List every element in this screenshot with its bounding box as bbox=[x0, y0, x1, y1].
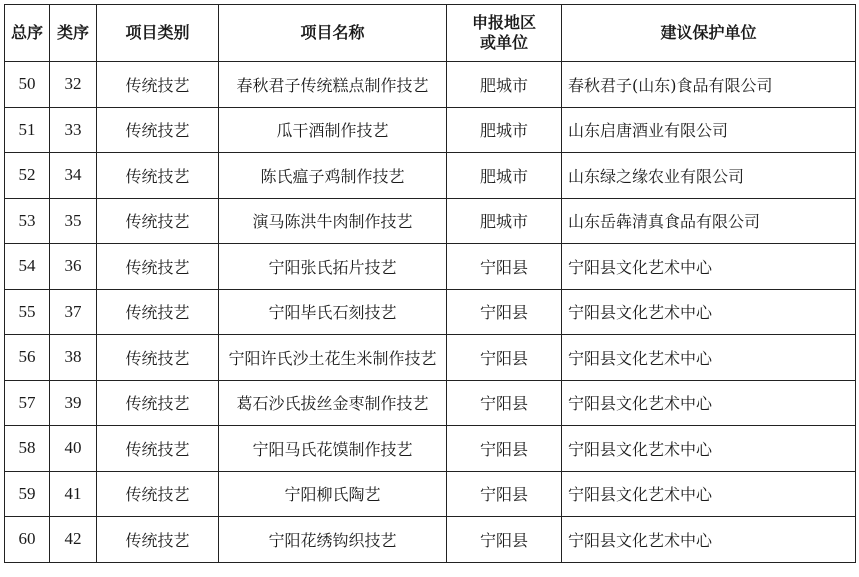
table-row bbox=[5, 198, 856, 244]
cell-name: 春秋君子传统糕点制作技艺 bbox=[219, 62, 447, 108]
cell-total-no: 58 bbox=[5, 426, 50, 472]
table-row bbox=[5, 62, 856, 108]
cell-name: 宁阳张氏拓片技艺 bbox=[219, 244, 447, 290]
cell-total-no: 55 bbox=[5, 289, 50, 335]
cell-cat-no: 42 bbox=[50, 517, 97, 563]
cell-total-no: 52 bbox=[5, 153, 50, 199]
cell-unit: 宁阳县文化艺术中心 bbox=[562, 289, 856, 335]
header-name: 项目名称 bbox=[219, 5, 447, 62]
cell-name: 宁阳马氏花馍制作技艺 bbox=[219, 426, 447, 472]
cell-cat-no: 40 bbox=[50, 426, 97, 472]
cell-category: 传统技艺 bbox=[97, 198, 219, 244]
cell-category: 传统技艺 bbox=[97, 289, 219, 335]
cell-cat-no: 37 bbox=[50, 289, 97, 335]
cell-cat-no: 34 bbox=[50, 153, 97, 199]
cell-unit: 宁阳县文化艺术中心 bbox=[562, 426, 856, 472]
cell-category: 传统技艺 bbox=[97, 517, 219, 563]
header-unit: 建议保护单位 bbox=[562, 5, 856, 62]
table-row bbox=[5, 153, 856, 199]
cell-region: 宁阳县 bbox=[447, 517, 562, 563]
cell-total-no: 57 bbox=[5, 380, 50, 426]
cell-cat-no: 33 bbox=[50, 107, 97, 153]
header-region-line1: 申报地区 bbox=[471, 13, 536, 32]
cell-total-no: 51 bbox=[5, 107, 50, 153]
cell-name: 演马陈洪牛肉制作技艺 bbox=[219, 198, 447, 244]
cell-region: 宁阳县 bbox=[447, 426, 562, 472]
table-row bbox=[5, 107, 856, 153]
cell-name: 陈氏瘟子鸡制作技艺 bbox=[219, 153, 447, 199]
cell-cat-no: 35 bbox=[50, 198, 97, 244]
cell-category: 传统技艺 bbox=[97, 62, 219, 108]
cell-total-no: 53 bbox=[5, 198, 50, 244]
cell-category: 传统技艺 bbox=[97, 335, 219, 381]
table-row bbox=[5, 426, 856, 472]
cell-category: 传统技艺 bbox=[97, 471, 219, 517]
cell-category: 传统技艺 bbox=[97, 244, 219, 290]
cell-total-no: 54 bbox=[5, 244, 50, 290]
cell-cat-no: 38 bbox=[50, 335, 97, 381]
cell-unit: 宁阳县文化艺术中心 bbox=[562, 380, 856, 426]
cell-unit: 山东岳犇清真食品有限公司 bbox=[562, 198, 856, 244]
cell-total-no: 56 bbox=[5, 335, 50, 381]
table-row bbox=[5, 335, 856, 381]
cell-unit: 宁阳县文化艺术中心 bbox=[562, 244, 856, 290]
cell-unit: 春秋君子(山东)食品有限公司 bbox=[562, 62, 856, 108]
cell-name: 宁阳毕氏石刻技艺 bbox=[219, 289, 447, 335]
cell-name: 宁阳花绣钩织技艺 bbox=[219, 517, 447, 563]
cell-region: 肥城市 bbox=[447, 153, 562, 199]
table-row bbox=[5, 244, 856, 290]
cell-cat-no: 41 bbox=[50, 471, 97, 517]
table-row bbox=[5, 471, 856, 517]
cell-region: 肥城市 bbox=[447, 62, 562, 108]
table-row bbox=[5, 380, 856, 426]
cell-region: 宁阳县 bbox=[447, 244, 562, 290]
heritage-project-table bbox=[4, 4, 856, 563]
cell-region: 宁阳县 bbox=[447, 471, 562, 517]
cell-name: 葛石沙氏拔丝金枣制作技艺 bbox=[219, 380, 447, 426]
cell-region: 肥城市 bbox=[447, 198, 562, 244]
cell-unit: 山东启唐酒业有限公司 bbox=[562, 107, 856, 153]
cell-category: 传统技艺 bbox=[97, 107, 219, 153]
cell-region: 宁阳县 bbox=[447, 380, 562, 426]
cell-cat-no: 39 bbox=[50, 380, 97, 426]
header-row bbox=[5, 5, 856, 62]
cell-cat-no: 32 bbox=[50, 62, 97, 108]
cell-unit: 宁阳县文化艺术中心 bbox=[562, 517, 856, 563]
cell-unit: 山东绿之缘农业有限公司 bbox=[562, 153, 856, 199]
header-cat-no: 类序 bbox=[50, 5, 97, 62]
cell-cat-no: 36 bbox=[50, 244, 97, 290]
table-row bbox=[5, 289, 856, 335]
cell-region: 宁阳县 bbox=[447, 335, 562, 381]
cell-category: 传统技艺 bbox=[97, 153, 219, 199]
cell-total-no: 50 bbox=[5, 62, 50, 108]
cell-region: 肥城市 bbox=[447, 107, 562, 153]
cell-total-no: 60 bbox=[5, 517, 50, 563]
table-body bbox=[5, 62, 856, 563]
header-category: 项目类别 bbox=[97, 5, 219, 62]
header-region-line2: 或单位 bbox=[479, 33, 528, 52]
cell-name: 宁阳柳氏陶艺 bbox=[219, 471, 447, 517]
table-row bbox=[5, 517, 856, 563]
cell-unit: 宁阳县文化艺术中心 bbox=[562, 335, 856, 381]
cell-name: 宁阳许氏沙土花生米制作技艺 bbox=[219, 335, 447, 381]
header-region bbox=[447, 5, 562, 62]
table-header bbox=[5, 5, 856, 62]
cell-unit: 宁阳县文化艺术中心 bbox=[562, 471, 856, 517]
cell-name: 瓜干酒制作技艺 bbox=[219, 107, 447, 153]
cell-region: 宁阳县 bbox=[447, 289, 562, 335]
cell-category: 传统技艺 bbox=[97, 380, 219, 426]
heritage-project-table-container bbox=[4, 4, 855, 563]
cell-category: 传统技艺 bbox=[97, 426, 219, 472]
header-total-no: 总序 bbox=[5, 5, 50, 62]
cell-total-no: 59 bbox=[5, 471, 50, 517]
